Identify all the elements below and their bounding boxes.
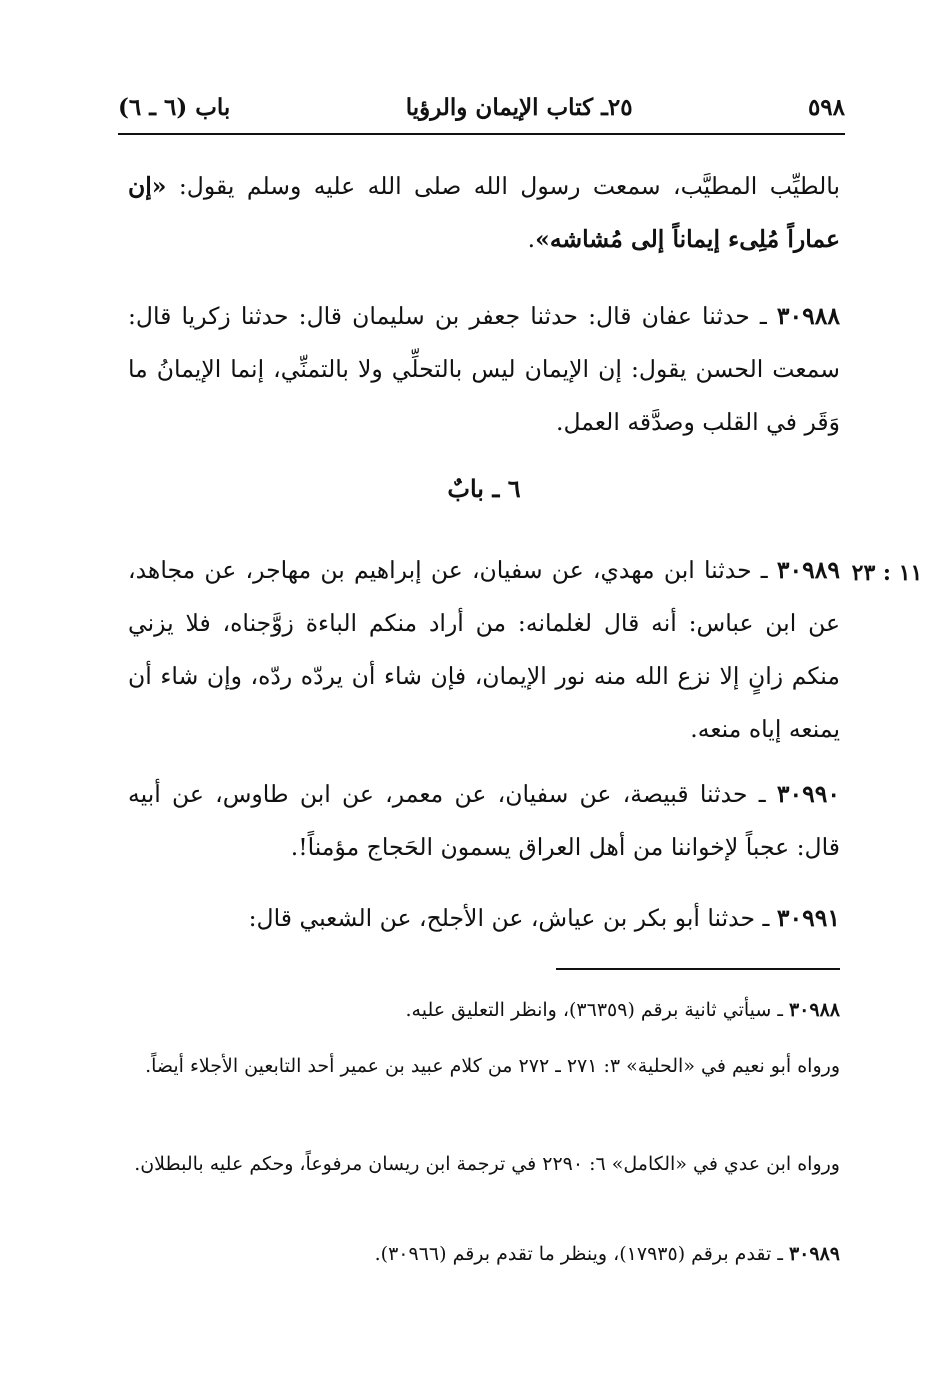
hadith-30989 — [128, 544, 840, 756]
hadith-number: ٣٠٩٨٨ — [776, 302, 840, 330]
footnote-divider — [556, 968, 840, 970]
hadith-text: ـ حدثنا عفان قال: حدثنا جعفر بن سليمان قال: حدثنا زكريا قال: سمعت الحسن يقول: إن الإيمان ليس بالتحلِّي ولا بالتمنِّي، إنما الإيمانُ ما وَقَر في القلب وصدَّقه العمل. — [128, 302, 840, 436]
hadith-number: ٣٠٩٩٠ — [776, 780, 840, 808]
footnote-text: ـ تقدم برقم (١٧٩٣٥)، وينظر ما تقدم برقم (٣٠٩٦٦). — [374, 1243, 789, 1265]
footnote-text: ورواه ابن عدي في «الكامل» ٦: ٢٢٩٠ في ترجمة ابن ريسان مرفوعاً، وحكم عليه بالبطلان. — [134, 1153, 840, 1175]
hadith-30988 — [128, 290, 840, 449]
hadith-text: ـ حدثنا أبو بكر بن عياش، عن الأجلح، عن الشعبي قال: — [248, 904, 777, 932]
hadith-30991 — [128, 892, 840, 945]
book-title: ٢٥ـ كتاب الإيمان والرؤيا — [405, 93, 633, 121]
paragraph-text: بالطيِّب المطيَّب، سمعت رسول الله صلى الله عليه وسلم يقول: — [166, 172, 840, 200]
chapter-range: باب (٦ ـ ٦) — [118, 93, 231, 121]
hadith-number: ٣٠٩٩١ — [776, 904, 840, 932]
hadith-text: ـ حدثنا قبيصة، عن سفيان، عن معمر، عن ابن طاوس، عن أبيه قال: عجباً لإخواننا من أهل العراق يسمون الحَجاج مؤمناً!. — [128, 780, 840, 861]
hadith-quote: «إن عماراً مُلِىء إيماناً إلى مُشاشه» — [128, 172, 840, 253]
margin-reference: ١١ : ٢٣ — [851, 560, 923, 586]
hadith-text: ـ حدثنا ابن مهدي، عن سفيان، عن إبراهيم بن مهاجر، عن مجاهد، عن ابن عباس: أنه قال لغلمانه: من أراد منكم الباءة زوَّجناه، فلا يزني منكم زانٍ إلا نزع الله منه نور الإيمان، فإن شاء أن يردّه ردّه، وإن شاء أن يمنعه إياه منعه. — [128, 556, 840, 743]
footnote-text: ـ سيأتي ثانية برقم (٣٦٣٥٩)، وانظر التعليق عليه. — [405, 999, 789, 1021]
footnote-number: ٣٠٩٨٩ — [788, 1243, 840, 1265]
footnote-30989 — [128, 1232, 840, 1276]
footnote-30988 — [128, 988, 840, 1032]
footnote-kamil — [128, 1142, 840, 1186]
paragraph-continuation — [128, 160, 840, 266]
hadith-30990 — [128, 768, 840, 874]
footnote-hilya — [128, 1044, 840, 1088]
header-divider — [118, 133, 845, 135]
footnote-number: ٣٠٩٨٨ — [788, 999, 840, 1021]
section-heading: ٦ ـ بابٌ — [447, 474, 521, 503]
footnote-text: ورواه أبو نعيم في «الحلية» ٣: ٢٧١ ـ ٢٧٢ من كلام عبيد بن عمير أحد التابعين الأجلاء أيضاً. — [145, 1055, 840, 1077]
running-header — [118, 88, 845, 126]
page-number: ٥٩٨ — [807, 93, 845, 121]
hadith-number: ٣٠٩٨٩ — [776, 556, 840, 584]
paragraph-end: . — [527, 225, 536, 253]
